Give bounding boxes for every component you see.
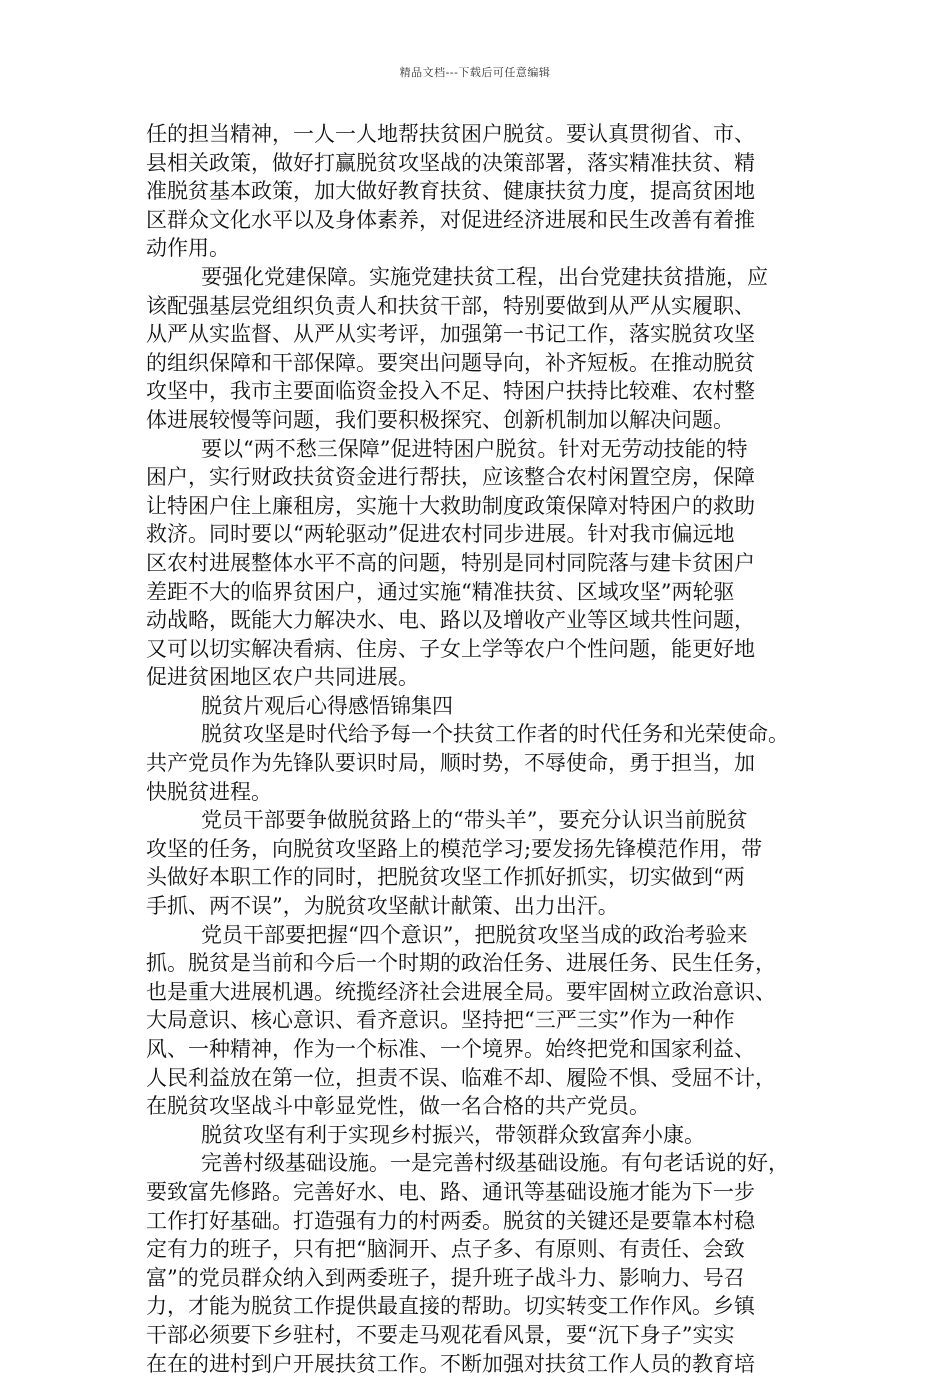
text-line: 工作打好基础。打造强有力的村两委。脱贫的关键还是要靠本村稳 — [146, 1208, 755, 1233]
paragraph-start-line: 脱贫片观后心得感悟锦集四 — [201, 693, 453, 718]
text-line: 该配强基层党组织负责人和扶贫干部，特别要做到从严从实履职、 — [146, 293, 755, 318]
paragraph-start-line: 党员干部要争做脱贫路上的“带头羊”，要充分认识当前脱贫 — [201, 808, 748, 833]
text-line: 又可以切实解决看病、住房、子女上学等农户个性问题，能更好地 — [146, 636, 755, 661]
text-line: 攻坚中，我市主要面临资金投入不足、特困户扶持比较难、农村整 — [146, 379, 755, 404]
text-line: 在在的进村到户开展扶贫工作。不断加强对扶贫工作人员的教育培 — [146, 1351, 755, 1376]
page-header: 精品文档---下载后可任意编辑 — [399, 66, 551, 79]
text-line: 大局意识、核心意识、看齐意识。坚持把“三严三实”作为一种作 — [146, 1008, 735, 1033]
text-line: 共产党员作为先锋队要识时局，顺时势，不辱使命，勇于担当，加 — [146, 751, 755, 776]
text-line: 的组织保障和干部保障。要突出问题导向，补齐短板。在推动脱贫 — [146, 350, 755, 375]
text-line: 动战略，既能大力解决水、电、路以及增收产业等区域共性问题， — [146, 608, 755, 633]
text-line: 动作用。 — [146, 236, 230, 261]
text-line: 力，才能为脱贫工作提供最直接的帮助。切实转变工作作风。乡镇 — [146, 1294, 755, 1319]
paragraph-start-line: 脱贫攻坚有利于实现乡村振兴，带领群众致富奔小康。 — [201, 1122, 705, 1147]
text-line: 准脱贫基本政策，加大做好教育扶贫、健康扶贫力度，提高贫困地 — [146, 179, 755, 204]
text-line: 也是重大进展机遇。统揽经济社会进展全局。要牢固树立政治意识、 — [146, 979, 776, 1004]
text-line: 抓。脱贫是当前和今后一个时期的政治任务、进展任务、民生任务， — [146, 951, 776, 976]
text-line: 手抓、两不误”，为脱贫攻坚献计献策、出力出汗。 — [146, 894, 619, 919]
text-line: 差距不大的临界贫困户，通过实施“精准扶贫、区域攻坚”两轮驱 — [146, 579, 735, 604]
text-line: 干部必须要下乡驻村，不要走马观花看风景，要“沉下身子”实实 — [146, 1322, 735, 1347]
paragraph-start-line: 党员干部要把握“四个意识”，把脱贫攻坚当成的政治考验来 — [201, 922, 748, 947]
text-line: 让特困户住上廉租房，实施十大救助制度政策保障对特困户的救助 — [146, 493, 755, 518]
text-line: 从严从实监督、从严从实考评，加强第一书记工作，落实脱贫攻坚 — [146, 322, 755, 347]
text-line: 县相关政策，做好打赢脱贫攻坚战的决策部署，落实精准扶贫、精 — [146, 150, 755, 175]
document-body — [146, 120, 810, 1378]
text-line: 区群众文化水平以及身体素养，对促进经济进展和民生改善有着推 — [146, 207, 755, 232]
paragraph-start-line: 要以“两不愁三保障”促进特困户脱贫。针对无劳动技能的特 — [201, 436, 748, 461]
text-line: 区农村进展整体水平不高的问题，特别是同村同院落与建卡贫困户 — [146, 550, 755, 575]
text-line: 快脱贫进程。 — [146, 779, 272, 804]
paragraph-start-line: 脱贫攻坚是时代给予每一个扶贫工作者的时代任务和光荣使命。 — [201, 722, 789, 747]
text-line: 促进贫困地区农户共同进展。 — [146, 665, 419, 690]
paragraph-start-line: 完善村级基础设施。一是完善村级基础设施。有句老话说的好， — [201, 1151, 789, 1176]
text-line: 风、一种精神，作为一个标准、一个境界。始终把党和国家利益、 — [146, 1037, 755, 1061]
paragraph-start-line: 要强化党建保障。实施党建扶贫工程，出台党建扶贫措施，应 — [201, 264, 768, 289]
text-line: 任的担当精神，一人一人地帮扶贫困户脱贫。要认真贯彻省、市、 — [146, 122, 755, 146]
text-line: 富”的党员群众纳入到两委班子，提升班子战斗力、影响力、号召 — [146, 1265, 745, 1290]
text-line: 救济。同时要以“两轮驱动”促进农村同步进展。针对我市偏远地 — [146, 522, 735, 547]
text-line: 困户，实行财政扶贫资金进行帮扶，应该整合农村闲置空房，保障 — [146, 465, 755, 490]
text-line: 体进展较慢等问题，我们要积极探究、创新机制加以解决问题。 — [146, 407, 734, 432]
text-line: 头做好本职工作的同时，把脱贫攻坚工作抓好抓实，切实做到“两 — [146, 865, 745, 890]
text-line: 人民利益放在第一位，担责不误、临难不却、履险不惧、受屈不计， — [146, 1065, 776, 1090]
text-line: 要致富先修路。完善好水、电、路、通讯等基础设施才能为下一步 — [146, 1179, 755, 1204]
text-line: 在脱贫攻坚战斗中彰显党性，做一名合格的共产党员。 — [146, 1094, 650, 1119]
text-line: 攻坚的任务，向脱贫攻坚路上的模范学习;要发扬先锋模范作用，带 — [146, 836, 763, 861]
text-line: 定有力的班子，只有把“脑洞开、点子多、有原则、有责任、会致 — [146, 1237, 745, 1262]
